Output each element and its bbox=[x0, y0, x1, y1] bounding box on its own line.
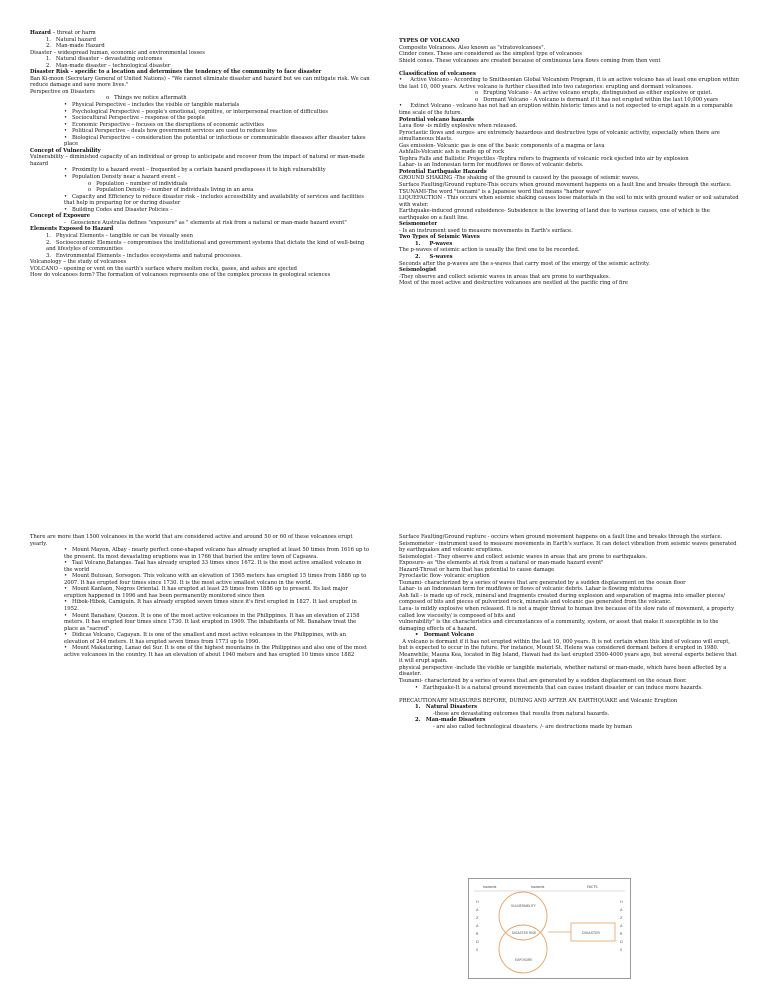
note-line: -these are devastating outcomes that results from natural hazards. bbox=[433, 710, 610, 717]
bottom-right-notes bbox=[399, 534, 739, 730]
note-line: Disaster – widespread human, economic and environmental losses bbox=[30, 49, 205, 56]
note-line: 3. Environmental Elements – includes ecosystems and natural processes. bbox=[46, 252, 242, 259]
note-heading: Seismometer bbox=[399, 221, 438, 228]
note-line: • Didicas Volcano, Cagayan. It is one of the smallest and most active volcanoes in the Philippines, with an elevation of 244 meters. It has erupted seven times from 1773 up to 1990. bbox=[64, 632, 346, 645]
note-line: 1. Physical Elements – tangible or can be visually seen bbox=[46, 232, 193, 239]
note-line: • Extinct Volcano - volcano has not had an eruption within historic times and is not expected to erupt again in a comparable time scale of the future. bbox=[399, 103, 733, 116]
disaster-risk-label: DISASTER RISK bbox=[512, 931, 537, 935]
letter: A bbox=[620, 924, 623, 928]
vulnerability-label: VULNERABILITY bbox=[511, 904, 536, 908]
note-line: LIQUEFACTION - This occurs when seismic shaking causes loose materials in the soil to mix with ground water or soil saturated with water. bbox=[399, 195, 739, 208]
venn-diagram bbox=[469, 879, 630, 978]
letter: H bbox=[620, 900, 623, 904]
note-line: • Psychological Perspective – people's emotional, cognitive, or interpersonal reaction of difficulties bbox=[64, 108, 328, 115]
note-line: • Mount Bulusan, Sorsogon. This volcano with an elevation of 1565 meters has erupted 15 times from 1886 up to 2007. It has erupted four times since 1730. It is the most active smallest volcano in the world. bbox=[64, 573, 367, 586]
note-line: Ban Ki-moon (Secretary General of United Nations) – "We cannot eliminate disaster and hazard but we can mitigate risk. We can reduce damage and save more lives." bbox=[30, 75, 370, 89]
note-line: Pyroclastic flows and surges- are extremely hazardous and destructive type of volcanic activity, especially when there are simultaneous blasts. bbox=[399, 129, 720, 143]
note-line: Lava- is mildly explosive when released. It is not a major threat to human live because of its slow rate of movement, a property called low viscosity/ is composed of bits and bbox=[399, 606, 735, 619]
disaster-label: DISASTER bbox=[582, 931, 600, 935]
note-line: • Biological Perspective – consideration the potential or infectious or communicable diseases after disaster takes place bbox=[64, 134, 366, 148]
note-line: Perspective on Disasters bbox=[30, 88, 95, 95]
note-line: Seismologist - They observe and collect seismic waves in areas that are prone to earthquakes. bbox=[399, 553, 648, 560]
note-line: Lahar- is an Indonesian term for mudflows or flows of volcanic debris. bbox=[399, 162, 584, 169]
note-line: A volcano is dormant if it has not erupted within the last 10, 000 years. It is not certain when this kind of volcano will erupt, but is expected to occur in the future. For instance, Mount St. Helens was considered dormant before it erupted in 1980. Meanwhile, Mauna Kea, located in Big Island, Hawaii had its last erupted 3500-4000 years ago, but several experts believe that it will erupt again. bbox=[399, 638, 737, 665]
bottom-left-notes bbox=[30, 534, 370, 658]
note-heading: Potential Earthquake Hazards bbox=[399, 168, 487, 175]
note-line: • Mount Kanlaon, Negros Oriental. It has erupted at least 25 times from 1886 up to present. Its last major eruption happened in 1996 and has been permanently monitored since then bbox=[64, 586, 348, 599]
note-line: • Proximity to a hazard event – frequented by a certain hazard predisposes it to high vulnerability bbox=[64, 167, 326, 174]
note-line: 1. Natural Disasters bbox=[415, 704, 477, 711]
note-line: • Physical Perspective – includes the visible or tangible materials bbox=[64, 102, 240, 109]
letter: A bbox=[476, 924, 479, 928]
note-hazard: Hazard – threat or harm bbox=[30, 30, 96, 36]
note-line: -They observe and collect seismic waves in areas that are prone to earthquakes. bbox=[399, 273, 611, 280]
note-line: • Mount Banahaw, Quezon. It is one of the most active volcanoes in the Philippines. It has an elevation of 2158 meters. It has erupted four times since 1730. It last erupted in 1909. The inhabitants of Mt. Banahaw treat the place as "sacred". bbox=[64, 612, 360, 632]
note-line: Shield cones. These volcanoes are created because of continuous lava flows coming from then vent bbox=[399, 57, 661, 64]
note-heading: Concept of Exposure bbox=[30, 213, 91, 220]
letter: H bbox=[476, 900, 479, 904]
note-line: o Population – number of individuals bbox=[88, 180, 188, 187]
note-heading: PRECAUTIONARY MEASURES BEFORE, DURING AND AFTER AN EARTHQUAKE and Volcanic Eruption bbox=[399, 697, 678, 704]
note-heading: Seismologist bbox=[399, 267, 437, 274]
note-line: GROUND SHAKING -The shaking of the ground is caused by the passage of seismic waves. bbox=[399, 175, 640, 182]
note-line: - Geoscience Australia defines "exposure" as " elements at risk from a natural or man-made hazard event" bbox=[64, 219, 347, 226]
letter: S bbox=[620, 948, 623, 952]
note-line: Surface Faulting/Ground rupture - occurs when ground movement happens on a fault line and breaks through the surface. bbox=[399, 534, 723, 540]
note-line: The p-waves of seismic action is usually the first one to be recorded. bbox=[399, 247, 580, 254]
note-line: • Mount Mayon, Albay - nearly perfect cone-shaped volcano has already erupted at least 50 times from 1616 up to the present. Its most devastating eruptions was in 1766 that buried the entire town of Cagsawa. bbox=[64, 547, 370, 560]
note-line: o Things we notice aftermath bbox=[106, 95, 187, 102]
diagram-label-hazards-mid: hazards bbox=[531, 885, 545, 889]
note-heading: Classification of volcanoes bbox=[399, 70, 476, 77]
note-line: 2. S-waves bbox=[415, 254, 453, 260]
note-heading: Concept of Vulnerability bbox=[30, 147, 101, 154]
letter: S bbox=[476, 948, 479, 952]
note-line: • Capacity and Efficiency to reduce disaster risk – includes accessibility and availability of services and facilities that help in preparing for or during disaster bbox=[64, 193, 364, 207]
note-line: Cinder cones. These are considered as the simplest type of volcanoes bbox=[399, 51, 582, 58]
note-line: VOLCANO – opening or vent on the earth's surface where molten rocks, gases, and ashes are ejected bbox=[30, 265, 297, 272]
note-line: • Earthquake-It is a natural ground movements that can cause instant disaster or can induce more hazards. bbox=[415, 684, 703, 691]
note-line: Composite Volcanoes. Also known as "stratovolcanoes". bbox=[399, 44, 546, 51]
note-line: • Building Codes and Disaster Policies – bbox=[64, 206, 173, 213]
note-line: - are also called technological disasters. /- are destructions made by human bbox=[433, 723, 632, 730]
letter: D bbox=[476, 940, 479, 944]
note-line: Surface Faulting/Ground rupture-This occurs when ground movement happens on a fault line and breaks through the surface. bbox=[399, 181, 732, 188]
letter: D bbox=[620, 940, 623, 944]
note-line: TSUNAMI-The word "tsunami" is a Japanese word that means "harbor wave" bbox=[399, 188, 602, 195]
note-line: 1. Natural disaster – devastating outcomes bbox=[46, 56, 163, 63]
note-line: o Erupting Volcano - An active volcano erupts, distinguished as either explosive or quiet. bbox=[475, 90, 713, 97]
note-heading: Elements Exposed to Hazard bbox=[30, 226, 114, 233]
note-line: Ash fall - is made up of rock, mineral and fragments created during explosion and separation of magma into smaller pieces/ composed of bits and pieces of pulverized rock, minerals and volcanic gas generated from the volcanic. bbox=[399, 592, 726, 606]
letter: R bbox=[476, 932, 479, 936]
diagram-left-letters bbox=[476, 900, 479, 952]
note-line: 2. Man-made disaster – technological disaster bbox=[46, 62, 171, 69]
note-line: Vulnerability – diminished capacity of an individual or group to anticipate and recover from the impact of natural or man-made hazard bbox=[30, 154, 365, 167]
note-line: Lahar- is an Indonesian term for mudflows or flows of volcanic debris. Lahar is flowing mixtures bbox=[399, 586, 653, 593]
note-line: • Hibok-Hibok, Camiguin. It has already erupted seven times since it's first erupted in 1827. It last erupted in 1952. bbox=[64, 599, 357, 613]
note-line: • Taal Volcano,Batangas. Taal has already erupted 33 times since 1672. It is the most active smallest volcano in the world bbox=[64, 560, 362, 573]
note-line: Exposure- as "the elements at risk from a natural or man-made hazard event" bbox=[399, 560, 604, 567]
note-line: physical perspective -include the visible or tangible materials, whether natural or man-made, which have been affected by a disaster. bbox=[399, 664, 727, 678]
note-line: Pyroclastic flow- volcanic eruption bbox=[399, 573, 490, 580]
note-heading: Two Types of Seismic Waves bbox=[399, 234, 480, 241]
note-line: • Economic Perspective – focuses on the disruptions of economic activities bbox=[64, 121, 264, 128]
note-line: • Political Perspective – deals how government services are used to reduce loss bbox=[64, 128, 277, 135]
note-line: 1. P-waves bbox=[415, 240, 453, 247]
note-line: 2. Man-made Disasters bbox=[415, 717, 486, 724]
note-line: Lava flow -is mildly explosive when released. bbox=[399, 123, 518, 130]
diagram-label-facts: FACTS bbox=[587, 885, 598, 889]
note-line: • Active Volcano - According to Smithsonian Global Volcanism Program, it is an active volcano has at least one eruption within the last 10, 000 years. Active volcano is further classified into two categories: erupting and dormant volcanoes. bbox=[399, 77, 740, 90]
note-line: • Population Density near a hazard event – bbox=[64, 174, 181, 181]
note-line: Seconds after the p-waves are the s-waves that carry most of the energy of the seismic activity. bbox=[399, 260, 650, 267]
letter: R bbox=[620, 932, 623, 936]
disaster-risk-diagram bbox=[468, 878, 631, 979]
note-line: - Is an instrument used to measure movements in Earth's surface. bbox=[399, 227, 573, 234]
note-line: Tsunami- characterized by a series of waves that are generated by a sudden displacement on the ocean floor. bbox=[399, 678, 687, 685]
diagram-right-letters bbox=[620, 900, 623, 952]
letter: Z bbox=[620, 916, 623, 920]
note-line: Gas emission- Volcanic gas is one of the basic components of a magma or lava bbox=[399, 142, 605, 149]
note-line: • Dormant Volcano bbox=[415, 632, 474, 639]
note-heading: TYPES OF VOLCANO bbox=[399, 38, 460, 44]
letter: A bbox=[620, 908, 623, 912]
note-line: Hazard-Threat or harm that has potential to cause damage bbox=[399, 566, 555, 573]
note-line: 2. Socioeconomic Elements – compromises the institutional and government systems that dictate the kind of well-being and lifestyles of communities bbox=[46, 239, 365, 253]
note-line: • Sociocultural Perspective – response of the people bbox=[64, 115, 205, 122]
note-line: Volcanology – the study of volcanoes bbox=[30, 259, 127, 266]
exposure-label: EXPOSURE bbox=[515, 958, 533, 962]
note-line: Ashfalls-Volcanic ash is made up of rock bbox=[399, 149, 505, 156]
note-line: Tephra Falls and Ballistic Projectiles -Tephra refers to fragments of volcanic rock ejected into air by explosion bbox=[399, 155, 689, 162]
note-line: Disaster Risk – specific to a location and determines the tendency of the community to face disaster bbox=[30, 69, 322, 76]
note-line: Tsunami- characterized by a series of waves that are generated by a sudden displacement on the ocean floor bbox=[399, 579, 686, 586]
note-line: vulnerability" is the characteristics and circumstances of a community, system, or asset that make it susceptible in to the damaging effects of a hazard. bbox=[399, 619, 719, 632]
top-left-notes bbox=[30, 30, 370, 279]
note-line: Seismometer - instrument used to measure movements in Earth's surface. It can detect vibration from seismic waves generated by earthquakes and volcanic eruptions. bbox=[399, 540, 737, 554]
note-line: 2. Man-made Hazard bbox=[46, 43, 105, 50]
note-line: How do volcanoes form? The formation of volcanoes represents one of the complex process in geological sciences bbox=[30, 272, 331, 279]
note-line: o Population Density – number of individuals living in an area bbox=[88, 187, 254, 194]
top-right-notes bbox=[399, 38, 739, 287]
note-line: Earthquake-induced ground subsidence- Subsidence is the lowering of land due to various causes, one of which is the earthquake on a fault line. bbox=[399, 208, 710, 221]
letter: A bbox=[476, 908, 479, 912]
note-line: • Mount Makaturing, Lanao del Sur. It is one of the highest mountains in the Philippines and also one of the most active volcanoes in the country. It has an elevation of about 1940 meters and has erupted 10 times since 1882 bbox=[64, 645, 367, 658]
note-heading: Potential volcano hazards bbox=[399, 116, 474, 123]
diagram-label-hazards-left: hazards bbox=[483, 885, 497, 889]
note-line: Most of the most active and destructive volcanoes are nestled at the pacific ring of fire bbox=[399, 280, 628, 287]
note-line: There are more than 1500 volcanoes in the world that are considered active and around 50 or 60 of these volcanoes erupt yearly. bbox=[30, 534, 353, 547]
note-line: o Dormant Volcano - A volcano is dormant if it has not erupted within the last 10,000 years bbox=[475, 96, 719, 103]
note-line: 1. Natural hazard bbox=[46, 36, 96, 43]
letter: Z bbox=[476, 916, 479, 920]
